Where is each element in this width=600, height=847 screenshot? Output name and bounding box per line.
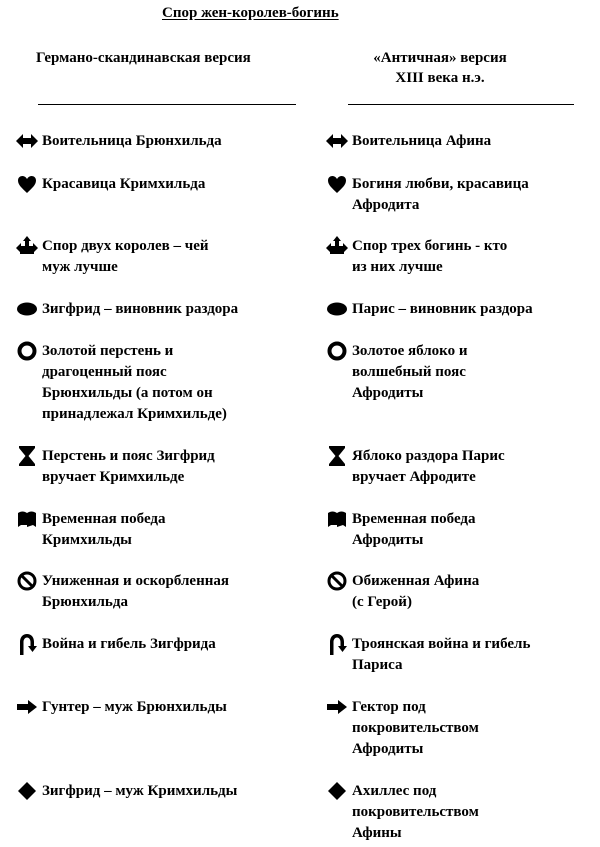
right-item-text: Золотое яблоко и волшебный пояс Афродиты <box>352 343 468 401</box>
left-item-text: Зигфрид – муж Кримхильды <box>42 783 238 799</box>
hourglass-icon <box>326 446 348 466</box>
left-item-9 <box>16 697 227 718</box>
diamond-icon <box>16 781 38 801</box>
right-item-6 <box>326 509 476 551</box>
right-item-text: Парис – виновник раздора <box>352 301 533 317</box>
right-item-7 <box>326 571 479 613</box>
right-item-text: Богиня любви, красавица Афродита <box>352 176 529 213</box>
heart-icon <box>326 174 348 194</box>
left-item-text: Золотой перстень и драгоценный пояс Брюнхильды (а потом он принадлежал Кримхильде) <box>42 343 227 422</box>
prohibited-icon <box>326 571 348 591</box>
left-item-5 <box>16 446 215 488</box>
left-item-text: Война и гибель Зигфрида <box>42 636 216 652</box>
right-arrow-icon <box>326 697 348 717</box>
left-item-2 <box>16 236 209 278</box>
left-item-10 <box>16 781 237 802</box>
left-item-7 <box>16 571 229 613</box>
right-item-text: Временная победа Афродиты <box>352 511 476 548</box>
curved-arrow-icon <box>326 634 348 654</box>
diamond-icon <box>326 781 348 801</box>
double-arrow-icon <box>326 131 348 151</box>
right-item-3 <box>326 299 533 320</box>
right-item-text: Спор трех богинь - кто из них лучше <box>352 238 508 275</box>
curved-arrow-icon <box>16 634 38 654</box>
right-item-8 <box>326 634 530 676</box>
right-item-10 <box>326 781 479 844</box>
right-item-text: Воительница Афина <box>352 133 492 149</box>
left-item-1 <box>16 174 205 195</box>
tri-arrow-icon <box>326 236 348 256</box>
left-item-text: Гунтер – муж Брюнхильды <box>42 699 227 715</box>
heart-icon <box>16 174 38 194</box>
right-item-9 <box>326 697 479 760</box>
right-item-0 <box>326 131 491 152</box>
page-title: Спор жен-королев-богинь <box>162 5 339 21</box>
left-item-text: Перстень и пояс Зигфрид вручает Кримхильде <box>42 448 215 485</box>
ring-icon <box>326 341 348 361</box>
right-item-2 <box>326 236 507 278</box>
left-column-heading: Германо-скандинавская версия <box>36 50 251 66</box>
prohibited-icon <box>16 571 38 591</box>
right-column-heading: «Античная» версия XIII века н.э. <box>373 50 507 86</box>
left-item-text: Спор двух королев – чей муж лучше <box>42 238 209 275</box>
left-item-8 <box>16 634 216 655</box>
left-item-4 <box>16 341 227 425</box>
tri-arrow-icon <box>16 236 38 256</box>
left-item-text: Униженная и оскорбленная Брюнхильда <box>42 573 229 610</box>
double-arrow-icon <box>16 131 38 151</box>
left-item-0 <box>16 131 222 152</box>
left-heading-rule <box>38 104 296 105</box>
left-item-3 <box>16 299 238 320</box>
right-heading-rule <box>348 104 574 105</box>
flag-icon <box>16 509 38 529</box>
right-item-text: Ахиллес под покровительством Афины <box>352 783 479 841</box>
right-item-5 <box>326 446 505 488</box>
right-item-text: Яблоко раздора Парис вручает Афродите <box>352 448 505 485</box>
left-item-text: Красавица Кримхильда <box>42 176 206 192</box>
right-item-text: Троянская война и гибель Париса <box>352 636 531 673</box>
left-item-text: Временная победа Кримхильды <box>42 511 166 548</box>
right-item-4 <box>326 341 468 404</box>
right-item-text: Обиженная Афина (с Герой) <box>352 573 480 610</box>
ellipse-icon <box>16 299 38 319</box>
hourglass-icon <box>16 446 38 466</box>
ellipse-icon <box>326 299 348 319</box>
left-item-6 <box>16 509 166 551</box>
flag-icon <box>326 509 348 529</box>
ring-icon <box>16 341 38 361</box>
right-arrow-icon <box>16 697 38 717</box>
left-item-text: Зигфрид – виновник раздора <box>42 301 239 317</box>
left-item-text: Воительница Брюнхильда <box>42 133 222 149</box>
right-item-text: Гектор под покровительством Афродиты <box>352 699 479 757</box>
right-item-1 <box>326 174 529 216</box>
